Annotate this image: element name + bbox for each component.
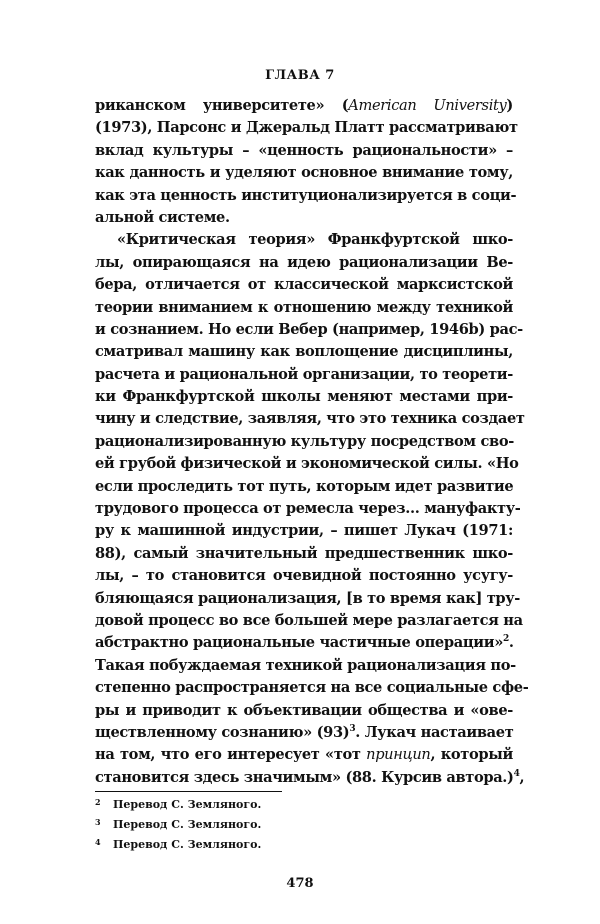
text-line [95, 297, 513, 319]
text-line [95, 453, 519, 475]
text-line [95, 476, 513, 498]
footnote-text: Перевод С. Земляного. [113, 798, 262, 811]
text-segment: 88), самый значительный предшественник шко- [95, 544, 513, 562]
text-segment: сматривал машину как воплощение дисциплины, [95, 343, 513, 361]
text-line [95, 520, 513, 542]
text-segment: как данность и уделяют основное внимание тому, [95, 164, 513, 182]
footnote-text: Перевод С. Земляного. [113, 818, 262, 831]
text-line [95, 95, 513, 117]
text-segment: как эта ценность институционализируется в соци- [95, 186, 517, 204]
footnote-number: 3 [95, 817, 101, 827]
text-segment: расчета и рациональной организации, то теорети- [95, 365, 513, 383]
text-line [95, 610, 523, 632]
text-segment: «Критическая теория» Франкфуртской шко- [117, 231, 513, 249]
text-line [95, 565, 513, 587]
text-line [95, 700, 513, 722]
text-segment: если проследить тот путь, которым идет развитие [95, 477, 514, 495]
text-line [95, 767, 525, 789]
text-segment: абстрактно рациональные частичные операции» [95, 634, 503, 652]
text-line [95, 677, 529, 699]
text-line [95, 229, 513, 251]
text-line [95, 722, 513, 744]
text-segment: , [519, 768, 525, 786]
text-line [95, 408, 525, 430]
text-line [95, 588, 520, 610]
footnote [95, 837, 261, 851]
footnote-number: 2 [95, 797, 101, 807]
text-segment: риканском университете» ( [95, 97, 349, 114]
text-segment: . [508, 634, 514, 652]
running-header: ГЛАВА 7 [265, 68, 335, 83]
text-segment: становится здесь значимым» (88. Курсив автора.) [95, 768, 514, 786]
footnote-number: 4 [95, 837, 101, 847]
text-segment: ей грубой физической и экономической силы. «Но [95, 455, 519, 473]
page-number: 478 [286, 876, 314, 891]
text-segment: трудового процесса от ремесла через… мануфакту- [95, 500, 521, 518]
text-line [95, 185, 517, 207]
text-segment: на том, что его интересует «тот [95, 746, 367, 764]
text-segment: . Лукач настаивает [355, 723, 514, 741]
text-line [95, 744, 513, 766]
text-segment: ки Франкфуртской школы меняют местами при- [95, 388, 513, 406]
text-segment: бляющаяся рационализация, [в то время как] тру- [95, 589, 520, 607]
italic-text: American University [348, 97, 507, 114]
text-segment: рационализированную культуру посредством сво- [95, 432, 514, 450]
text-line [95, 140, 513, 162]
text-line [95, 498, 521, 520]
text-segment: ры и приводит к объективации общества и «ове- [95, 701, 513, 719]
text-line [95, 431, 513, 453]
text-segment: , который [430, 746, 513, 764]
text-line [95, 364, 513, 386]
text-segment: теории вниманием к отношению между техникой [95, 298, 513, 316]
footnote-text: Перевод С. Земляного. [113, 838, 262, 851]
text-segment: альной системе. [95, 208, 230, 226]
text-line [95, 207, 513, 229]
text-line [95, 655, 516, 677]
text-segment: и сознанием. Но если Вебер (например, 1946b) рас- [95, 320, 523, 338]
text-line [95, 319, 523, 341]
text-line [95, 117, 518, 139]
text-segment: ществленному сознанию» (93) [95, 723, 350, 741]
text-line [95, 386, 513, 408]
footnote-ref: 3 [349, 723, 356, 734]
footnote-ref: 4 [513, 768, 520, 779]
text-segment: ) [506, 97, 513, 114]
text-line [95, 274, 513, 296]
italic-text: принцип [366, 746, 431, 764]
text-segment: вклад культуры – «ценность рациональности» – [95, 141, 513, 159]
footnote-divider [95, 791, 282, 792]
text-segment: лы, – то становится очевидной постоянно усугу- [95, 567, 513, 585]
text-segment: бера, отличается от классической марксистской [95, 276, 513, 294]
footnote [95, 797, 261, 811]
text-segment: чину и следствие, заявляя, что это техника создает [95, 410, 525, 428]
footnote-ref: 2 [502, 634, 509, 645]
text-line [95, 252, 513, 274]
text-segment: степенно распространяется на все социальные сфе- [95, 679, 529, 697]
text-line [95, 632, 513, 654]
text-line [95, 341, 513, 363]
text-line [95, 162, 513, 184]
text-segment: Такая побуждаемая техникой рационализация по- [95, 656, 516, 674]
text-segment: (1973), Парсонс и Джеральд Платт рассматривают [95, 119, 518, 137]
text-line [95, 543, 513, 565]
text-segment: лы, опирающаяся на идею рационализации Ве- [95, 253, 513, 271]
footnote [95, 817, 261, 831]
text-segment: ру к машинной индустрии, – пишет Лукач (1971: [95, 522, 513, 540]
body-text [95, 95, 529, 789]
text-segment: довой процесс во все большей мере разлагается на [95, 611, 523, 629]
